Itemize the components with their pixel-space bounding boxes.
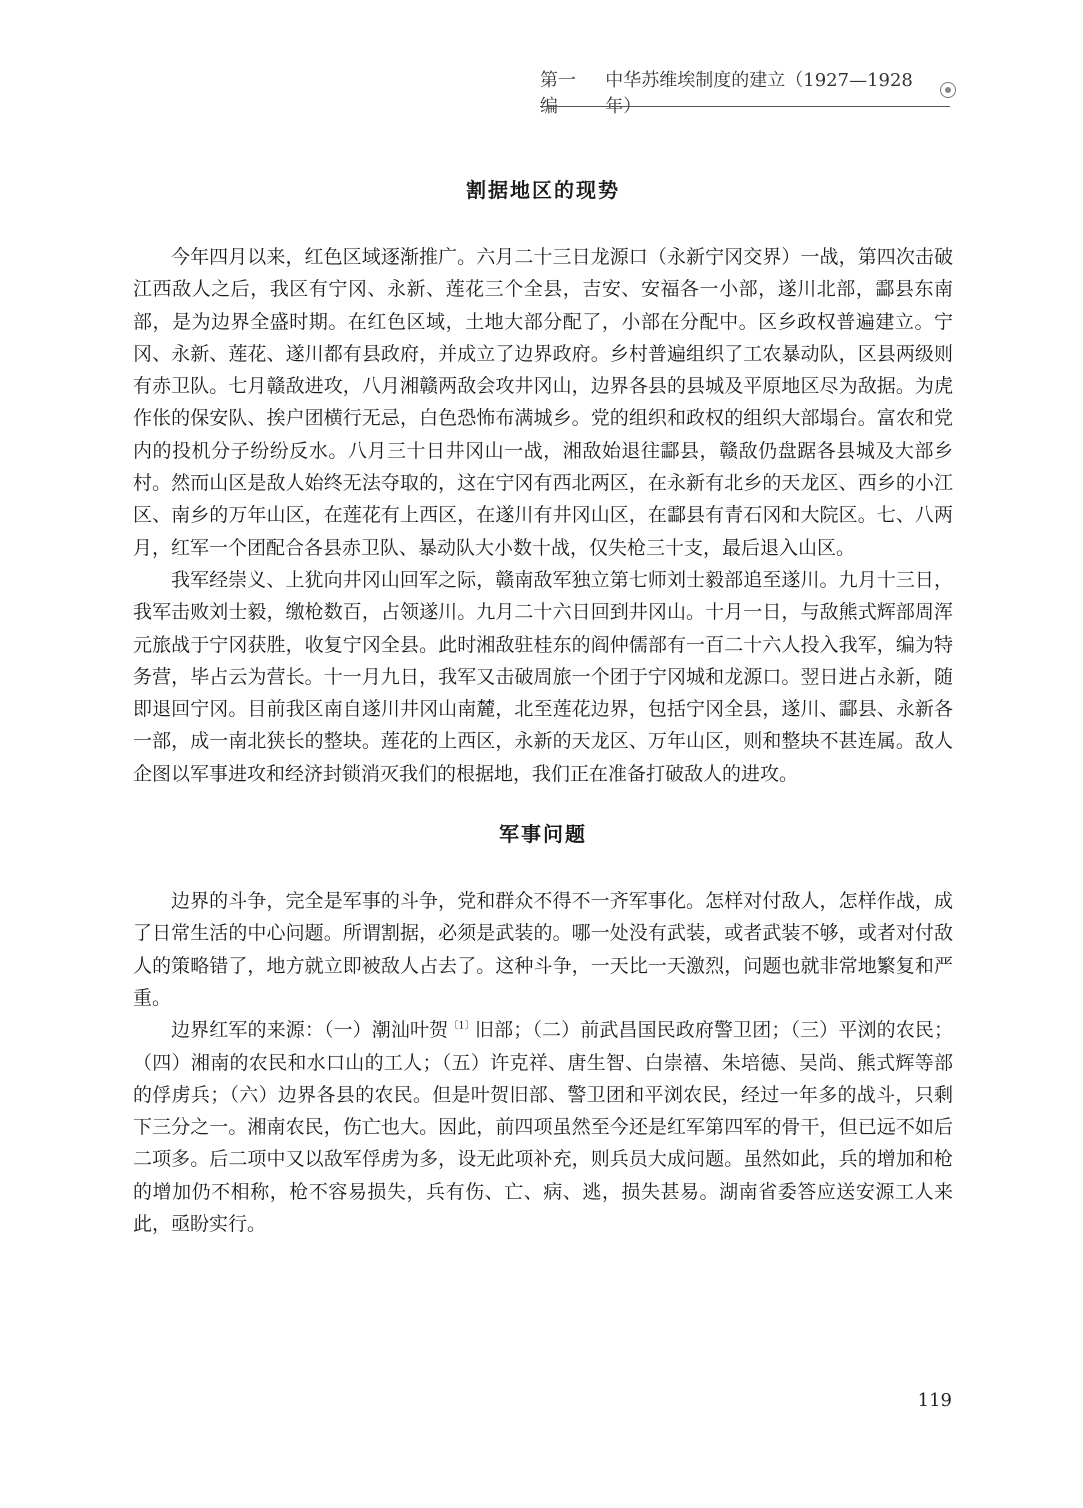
page-body [133,170,953,1240]
running-header [540,70,960,117]
paragraph: 边界的斗争，完全是军事的斗争，党和群众不得不一齐军事化。怎样对付敌人，怎样作战，成了日常生活的中心问题。所谓割据，必须是武装的。哪一处没有武装，或者武装不够，或者对付敌人的策略错了，地方就立即被敌人占去了。这种斗争，一天比一天激烈，问题也就非常地繁复和严重。 [133,890,953,1009]
paragraph [133,1014,953,1240]
paragraph-text: 边界红军的来源：（一）潮汕叶贺 [171,1019,449,1042]
header-rule [540,106,950,107]
header-ornament-icon [940,82,956,98]
paragraph: 我军经崇义、上犹向井冈山回军之际，赣南敌军独立第七师刘士毅部追至遂川。九月十三日，我军击败刘士毅，缴枪数百，占领遂川。九月二十六日回到井冈山。十月一日，与敌熊式辉部周浑元旅战于宁冈获胜，收复宁冈全县。此时湘敌驻桂东的阎仲儒部有一百二十六人投入我军，编为特务营，毕占云为营长。十一月九日，我军又击破周旅一个团于宁冈城和龙源口。翌日进占永新，随即退回宁冈。目前我区南自遂川井冈山南麓，北至莲花边界，包括宁冈全县，遂川、酃县、永新各一部，成一南北狭长的整块。莲花的上西区，永新的天龙区、万年山区，则和整块不甚连属。敌人企图以军事进攻和经济封锁消灭我们的根据地，我们正在准备打破敌人的进攻。 [133,568,953,785]
header-part-label: 第一编 [540,70,576,117]
header-chapter-title: 中华苏维埃制度的建立（1927—1928年） [605,70,913,117]
footnote-reference[interactable]: 〔1〕 [448,1020,475,1032]
section-title: 军事问题 [499,822,587,847]
page-number: 119 [917,1390,952,1411]
paragraph: 今年四月以来，红色区域逐渐推广。六月二十三日龙源口（永新宁冈交界）一战，第四次击破江西敌人之后，我区有宁冈、永新、莲花三个全县，吉安、安福各一小部，遂川北部，酃县东南部，是为边界全盛时期。在红色区域，土地大部分配了，小部在分配中。区乡政权普遍建立。宁冈、永新、莲花、遂川都有县政府，并成立了边界政府。乡村普遍组织了工农暴动队，区县两级则有赤卫队。七月赣敌进攻，八月湘赣两敌会攻井冈山，边界各县的县城及平原地区尽为敌据。为虎作伥的保安队、挨户团横行无忌，白色恐怖布满城乡。党的组织和政权的组织大部塌台。富农和党内的投机分子纷纷反水。八月三十日井冈山一战，湘敌始退往酃县，赣敌仍盘踞各县城及大部乡村。然而山区是敌人始终无法夺取的，这在宁冈有西北两区，在永新有北乡的天龙区、西乡的小江区、南乡的万年山区，在莲花有上西区，在遂川有井冈山区，在酃县有青石冈和大院区。七、八两月，红军一个团配合各县赤卫队、暴动队大小数十战，仅失枪三十支，最后退入山区。 [133,246,953,559]
paragraph-text: 旧部；（二）前武昌国民政府警卫团；（三）平浏的农民；（四）湘南的农民和水口山的工人；（五）许克祥、唐生智、白崇禧、朱培德、吴尚、熊式辉等部的俘虏兵；（六）边界各县的农民。但是叶贺旧部、警卫团和平浏农民，经过一年多的战斗，只剩下三分之一。湘南农民，伤亡也大。因此，前四项虽然至今还是红军第四军的骨干，但已远不如后二项多。后二项中又以敌军俘虏为多，设无此项补充，则兵员大成问题。虽然如此，兵的增加和枪的增加仍不相称，枪不容易损失，兵有伤、亡、病、逃，损失甚易。湖南省委答应送安源工人来此，亟盼实行。 [133,1019,953,1236]
section-title: 割据地区的现势 [466,178,620,202]
